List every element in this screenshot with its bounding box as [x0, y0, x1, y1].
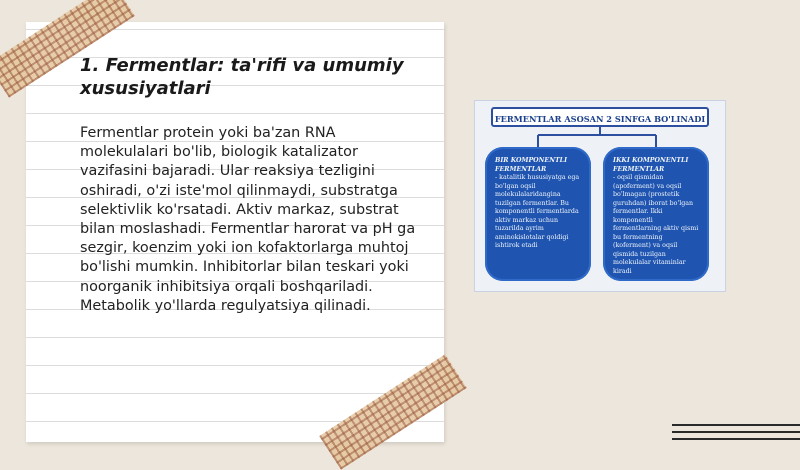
figure-header: FERMENTLAR ASOSAN 2 SINFGA BO'LINADI	[491, 107, 709, 127]
single-component-text: - katalitik hususiyatga ega bo'lgan oqsil molekulalaridangina tuzilgan fermentlar. Bu komponentli fermentlarda aktiv markaz uchun tuzarilda ayrim aminokislotalar qoldigi ishtirok etadi	[495, 174, 580, 249]
single-component-enzymes-box	[485, 147, 591, 281]
two-component-text: - oqsil qismidan (apoferment) va oqsil bo'lmagan (prostetik guruhdan) iborat bo'lgan fermentlar. Ikki komponentli fermentlarning aktiv qismi bu fermentning (koferment) va oqsil qismida tuzilgan molekulalar vitaminlar kiradi	[613, 174, 699, 275]
decorative-lines	[672, 424, 800, 445]
two-component-heading: IKKI KOMPONENTLI FERMENTLAR	[613, 157, 689, 173]
two-component-enzymes-box	[603, 147, 709, 281]
enzyme-classification-figure	[474, 100, 726, 292]
slide-body-text: Fermentlar protein yoki ba'zan RNA molekulalari bo'lib, biologik katalizator vazifasini bajaradi. Ular reaksiya tezligini oshiradi, o'zi iste'mol qilinmaydi, substratga selektivlik ko'rsatadi. Aktiv markaz, substrat bilan moslashadi. Fermentlar harorat va pH ga sezgir, koenzim yoki ion kofaktorlarga muhtoj bo'lishi mumkin. Inhibitorlar bilan teskari yoki noorganik inhibitsiya orqali boshqariladi. Metabolik yo'llarda regulyatsiya qilinadi.	[80, 125, 416, 314]
slide-title: 1. Fermentlar: ta'rifi va umumiy xususiyatlari	[80, 55, 404, 99]
single-component-heading: BIR KOMPONENTLI FERMENTLAR	[495, 157, 568, 173]
